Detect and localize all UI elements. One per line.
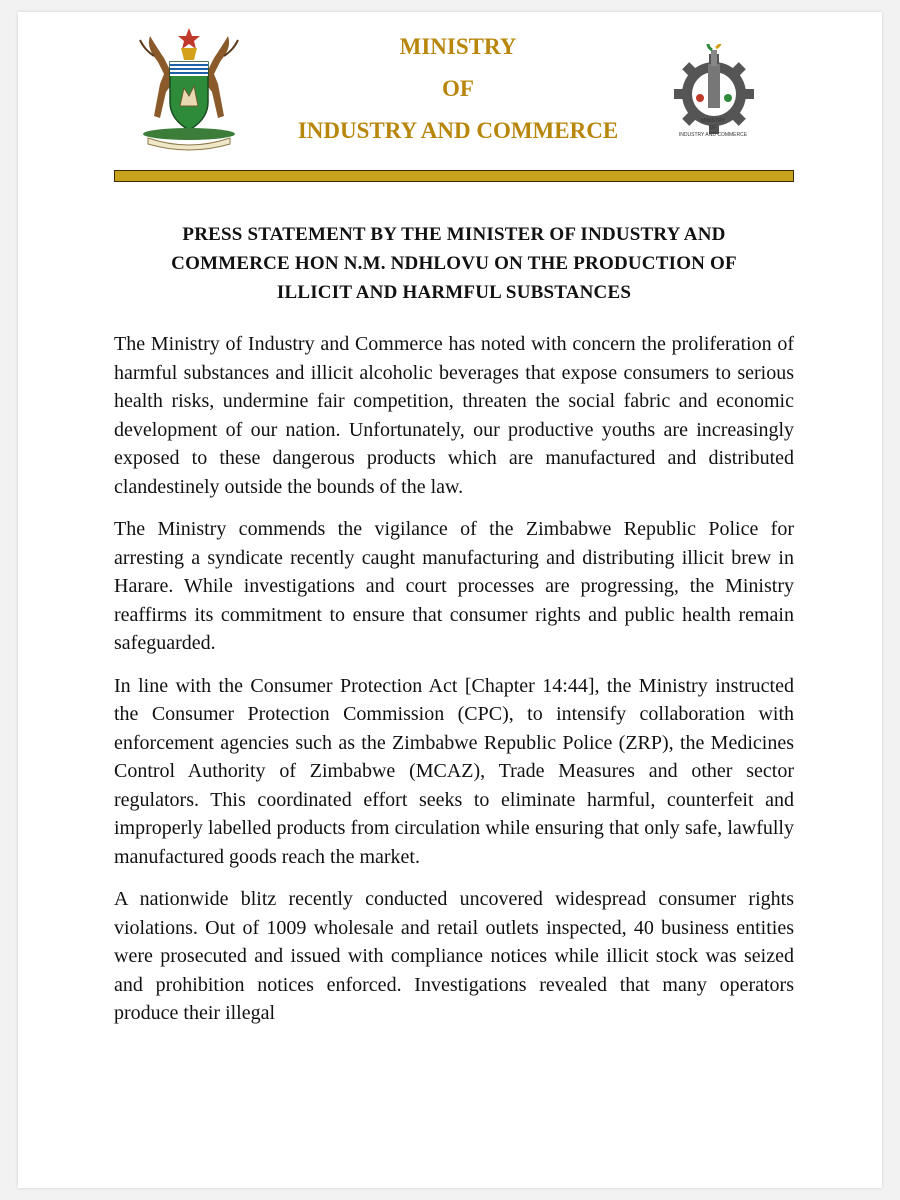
logo-caption-line: MINISTRY — [701, 118, 725, 124]
letterhead — [18, 12, 882, 182]
statement-body — [114, 330, 794, 1042]
logo-caption-line: OF — [709, 125, 717, 131]
letterhead-divider — [114, 170, 794, 182]
ministry-title-line: INDUSTRY AND COMMERCE — [297, 118, 619, 143]
document-page — [18, 12, 882, 1188]
ministry-title-line: MINISTRY — [399, 34, 517, 59]
ministry-title — [268, 26, 648, 152]
heading-line: COMMERCE HON N.M. NDHLOVU ON THE PRODUCTION OF — [171, 253, 737, 274]
press-statement-heading — [114, 220, 794, 307]
ministry-title-line: OF — [442, 76, 474, 101]
coat-of-arms-icon — [120, 26, 258, 152]
paragraph: The Ministry of Industry and Commerce has noted with concern the proliferation of harmful substances and illicit alcoholic beverages that expose consumers to serious health risks, undermine fair competition, threaten the social fabric and economic development of our nation. Unfortunately, our productive youths are increasingly exposed to these dangerous products which are manufactured and distributed clandestinely outside the bounds of the law. — [114, 333, 794, 498]
logo-caption-line: INDUSTRY AND COMMERCE — [678, 132, 748, 138]
heading-line: ILLICIT AND HARMFUL SUBSTANCES — [276, 282, 632, 303]
paragraph: A nationwide blitz recently conducted uncovered widespread consumer rights violations. Out of 1009 wholesale and retail outlets inspected, 40 business entities were prosecuted and issued with compliance notices while illicit stock was seized and prohibition notices enforced. Investigations revealed that many operators produce their illegal — [114, 888, 794, 1024]
heading-line: PRESS STATEMENT BY THE MINISTER OF INDUSTRY AND — [182, 224, 726, 245]
paragraph: The Ministry commends the vigilance of the Zimbabwe Republic Police for arresting a syndicate recently caught manufacturing and distributing illicit brew in Harare. While investigations and court processes are progressing, the Ministry reaffirms its commitment to ensure that consumer rights and public health remain safeguarded. — [114, 518, 794, 654]
logo-caption — [658, 118, 768, 139]
paragraph: In line with the Consumer Protection Act [Chapter 14:44], the Ministry instructed the Consumer Protection Commission (CPC), to intensify collaboration with enforcement agencies such as the Zimbabwe Republic Police (ZRP), the Medicines Control Authority of Zimbabwe (MCAZ), Trade Measures and other sector regulators. This coordinated effort seeks to eliminate harmful, counterfeit and improperly labelled products from circulation while ensuring that only safe, lawfully manufactured goods reach the market. — [114, 674, 794, 868]
